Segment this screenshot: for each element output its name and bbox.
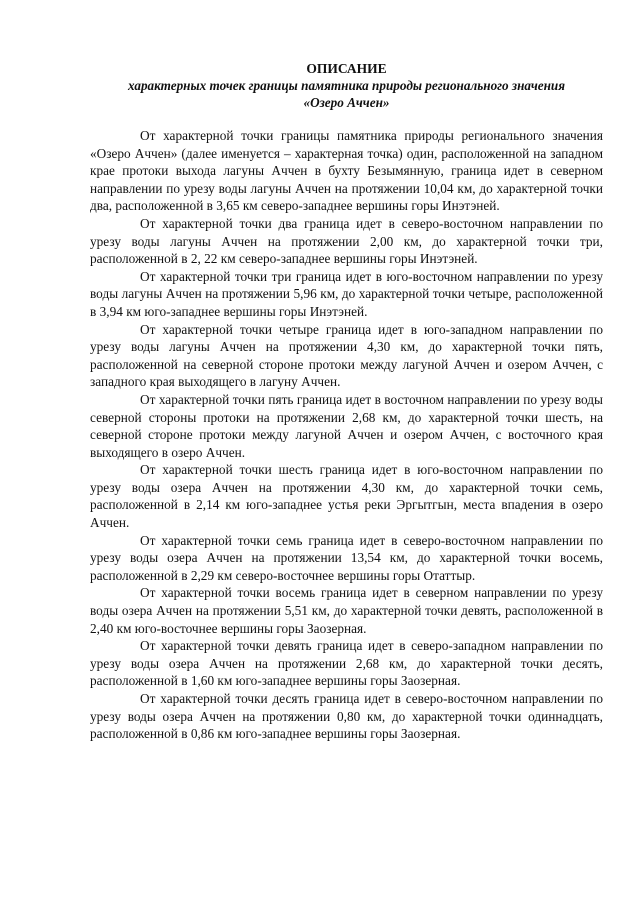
paragraph: От характерной точки девять граница идет в северо-западном направлении по урезу воды озера Аччен на протяжении 2,68 км, до характерной точки десять, расположенной в 1,60 км юго-западнее вершины горы Заозерная.: [90, 638, 603, 689]
document-subtitle-line-2: «Озеро Аччен»: [303, 95, 390, 110]
paragraph: От характерной точки семь граница идет в северо-восточном направлении по урезу воды озера Аччен на протяжении 13,54 км, до характерной точки восемь, расположенной в 2,29 км северо-восточнее вершины горы Отаттыр.: [90, 532, 603, 583]
paragraph: От характерной точки границы памятника природы регионального значения «Озеро Аччен» (далее именуется – характерная точка) один, расположенной на западном крае протоки выхода лагуны Аччен в бухту Безымянную, граница идет в северном направлении по урезу воды лагуны Аччен на протяжении 10,04 км, до характерной точки два, расположенной в 3,65 км северо-западнее вершины горы Инэтэней.: [90, 128, 603, 214]
paragraph: От характерной точки четыре граница идет в юго-западном направлении по урезу воды лагуны Аччен на протяжении 4,30 км, до характерной точки пять, расположенной на северной стороне протоки между лагуной Аччен и озером Аччен, с западного края выходящего в лагуну Аччен.: [90, 321, 603, 390]
document-page: [90, 60, 603, 743]
paragraph: От характерной точки десять граница идет в северо-восточном направлении по урезу воды озера Аччен на протяжении 0,80 км, до характерной точки одиннадцать, расположенной в 0,86 км юго-западнее вершины горы Заозерная.: [90, 691, 603, 742]
paragraph: От характерной точки восемь граница идет в северном направлении по урезу воды озера Аччен на протяжении 5,51 км, до характерной точки девять, расположенной в 2,40 км юго-восточнее вершины горы Заозерная.: [90, 585, 603, 636]
paragraph: От характерной точки три граница идет в юго-восточном направлении по урезу воды лагуны Аччен на протяжении 5,96 км, до характерной точки четыре, расположенной в 3,94 км юго-западнее вершины горы Инэтэней.: [90, 268, 603, 319]
title-block: [90, 60, 603, 111]
paragraph: От характерной точки два граница идет в северо-восточном направлении по урезу воды лагуны Аччен на протяжении 2,00 км, до характерной точки три, расположенной в 2, 22 км северо-западнее вершины горы Инэтэней.: [90, 215, 603, 267]
paragraph: От характерной точки шесть граница идет в юго-восточном направлении по урезу воды озера Аччен на протяжении 4,30 км, до характерной точки семь, расположенной в 2,14 км юго-западнее устья реки Эргытгын, места впадения в озеро Аччен.: [90, 462, 603, 531]
document-subtitle-line-1: характерных точек границы памятника природы регионального значения: [127, 78, 566, 93]
document-title: ОПИСАНИЕ: [306, 61, 387, 76]
paragraph: От характерной точки пять граница идет в восточном направлении по урезу воды северной стороны протоки на протяжении 2,68 км, до характерной точки шесть, на северной стороне протоки между лагуной Аччен и озером Аччен, с восточного края выходящего в озеро Аччен.: [90, 391, 603, 460]
